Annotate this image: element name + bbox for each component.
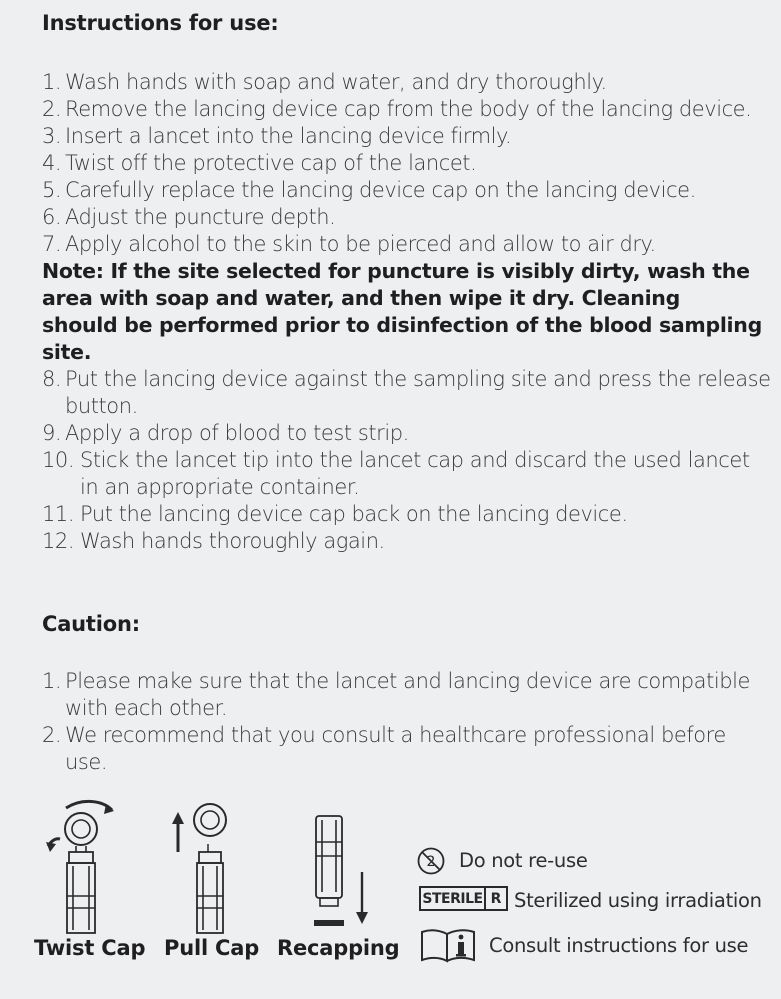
do-not-reuse-icon <box>416 846 446 876</box>
list-item-text: Insert a lancet into the lancing device firmly. <box>65 124 512 148</box>
list-item-number: 11. <box>42 502 75 526</box>
sterile-r-icon <box>419 886 508 911</box>
list-item-number: 7. <box>42 232 62 256</box>
list-item-text: Twist off the protective cap of the lancet. <box>65 151 477 175</box>
list-item-text: Wash hands with soap and water, and dry thoroughly. <box>65 70 607 94</box>
sterile-label: STERILE <box>421 888 486 909</box>
list-item-text: Adjust the puncture depth. <box>65 205 336 229</box>
list-item-number: 12. <box>42 529 75 553</box>
list-item-number: 10. <box>42 448 75 472</box>
list-item <box>42 420 772 447</box>
list-item-text: Wash hands thoroughly again. <box>80 529 385 553</box>
consult-instructions-text: Consult instructions for use <box>489 934 749 957</box>
list-item <box>42 366 772 420</box>
list-item-number: 3. <box>42 124 62 148</box>
sterile-r-label: R <box>490 890 502 907</box>
list-item-text: Apply alcohol to the skin to be pierced and allow to air dry. <box>65 232 656 256</box>
instructions-heading: Instructions for use: <box>42 11 279 35</box>
caution-list <box>42 668 772 776</box>
list-item <box>42 177 772 204</box>
list-item <box>42 204 772 231</box>
list-item <box>42 123 772 150</box>
list-item-text: Stick the lancet tip into the lancet cap and discard the used lancet in an appropriate container. <box>80 448 750 499</box>
list-item-text: Remove the lancing device cap from the body of the lancing device. <box>65 97 752 121</box>
note-paragraph: Note: If the site selected for puncture is visibly dirty, wash the area with soap and water, and then wipe it dry. Cleaning should be performed prior to disinfection of the blood sampling site. <box>42 259 762 364</box>
list-item-number: 1. <box>42 669 62 693</box>
twist-cap-label: Twist Cap <box>34 936 146 960</box>
svg-text:2: 2 <box>426 854 436 870</box>
list-item-number: 9. <box>42 421 62 445</box>
list-item-number: 2. <box>42 723 62 747</box>
list-item-number: 6. <box>42 205 62 229</box>
list-item-text: Carefully replace the lancing device cap on the lancing device. <box>65 178 696 202</box>
list-item <box>42 668 772 722</box>
pull-cap-illustration <box>168 796 248 936</box>
list-item-number: 5. <box>42 178 62 202</box>
list-item-text: Apply a drop of blood to test strip. <box>65 421 409 445</box>
list-item-number: 4. <box>42 151 62 175</box>
list-item <box>42 501 772 528</box>
do-not-reuse-text: Do not re-use <box>459 849 588 872</box>
list-item <box>42 231 772 258</box>
sterilized-text: Sterilized using irradiation <box>514 889 762 912</box>
list-item-number: 1. <box>42 70 62 94</box>
instructions-list <box>42 69 772 555</box>
recapping-illustration <box>300 812 380 932</box>
recapping-label: Recapping <box>277 936 400 960</box>
list-item-number: 8. <box>42 367 62 391</box>
list-item-text: Please make sure that the lancet and lancing device are compatible with each other. <box>65 669 750 720</box>
list-item <box>42 722 772 776</box>
list-item-number: 2. <box>42 97 62 121</box>
twist-cap-illustration <box>42 796 122 936</box>
list-item <box>42 96 772 123</box>
pull-cap-label: Pull Cap <box>164 936 260 960</box>
list-item <box>42 150 772 177</box>
consult-instructions-icon <box>419 927 479 963</box>
list-item-text: We recommend that you consult a healthcare professional before use. <box>65 723 726 774</box>
list-item-text: Put the lancing device against the sampling site and press the release button. <box>65 367 771 418</box>
list-item-text: Put the lancing device cap back on the lancing device. <box>80 502 628 526</box>
caution-heading: Caution: <box>42 612 140 636</box>
list-item <box>42 69 772 96</box>
list-item <box>42 447 772 501</box>
list-item <box>42 528 772 555</box>
